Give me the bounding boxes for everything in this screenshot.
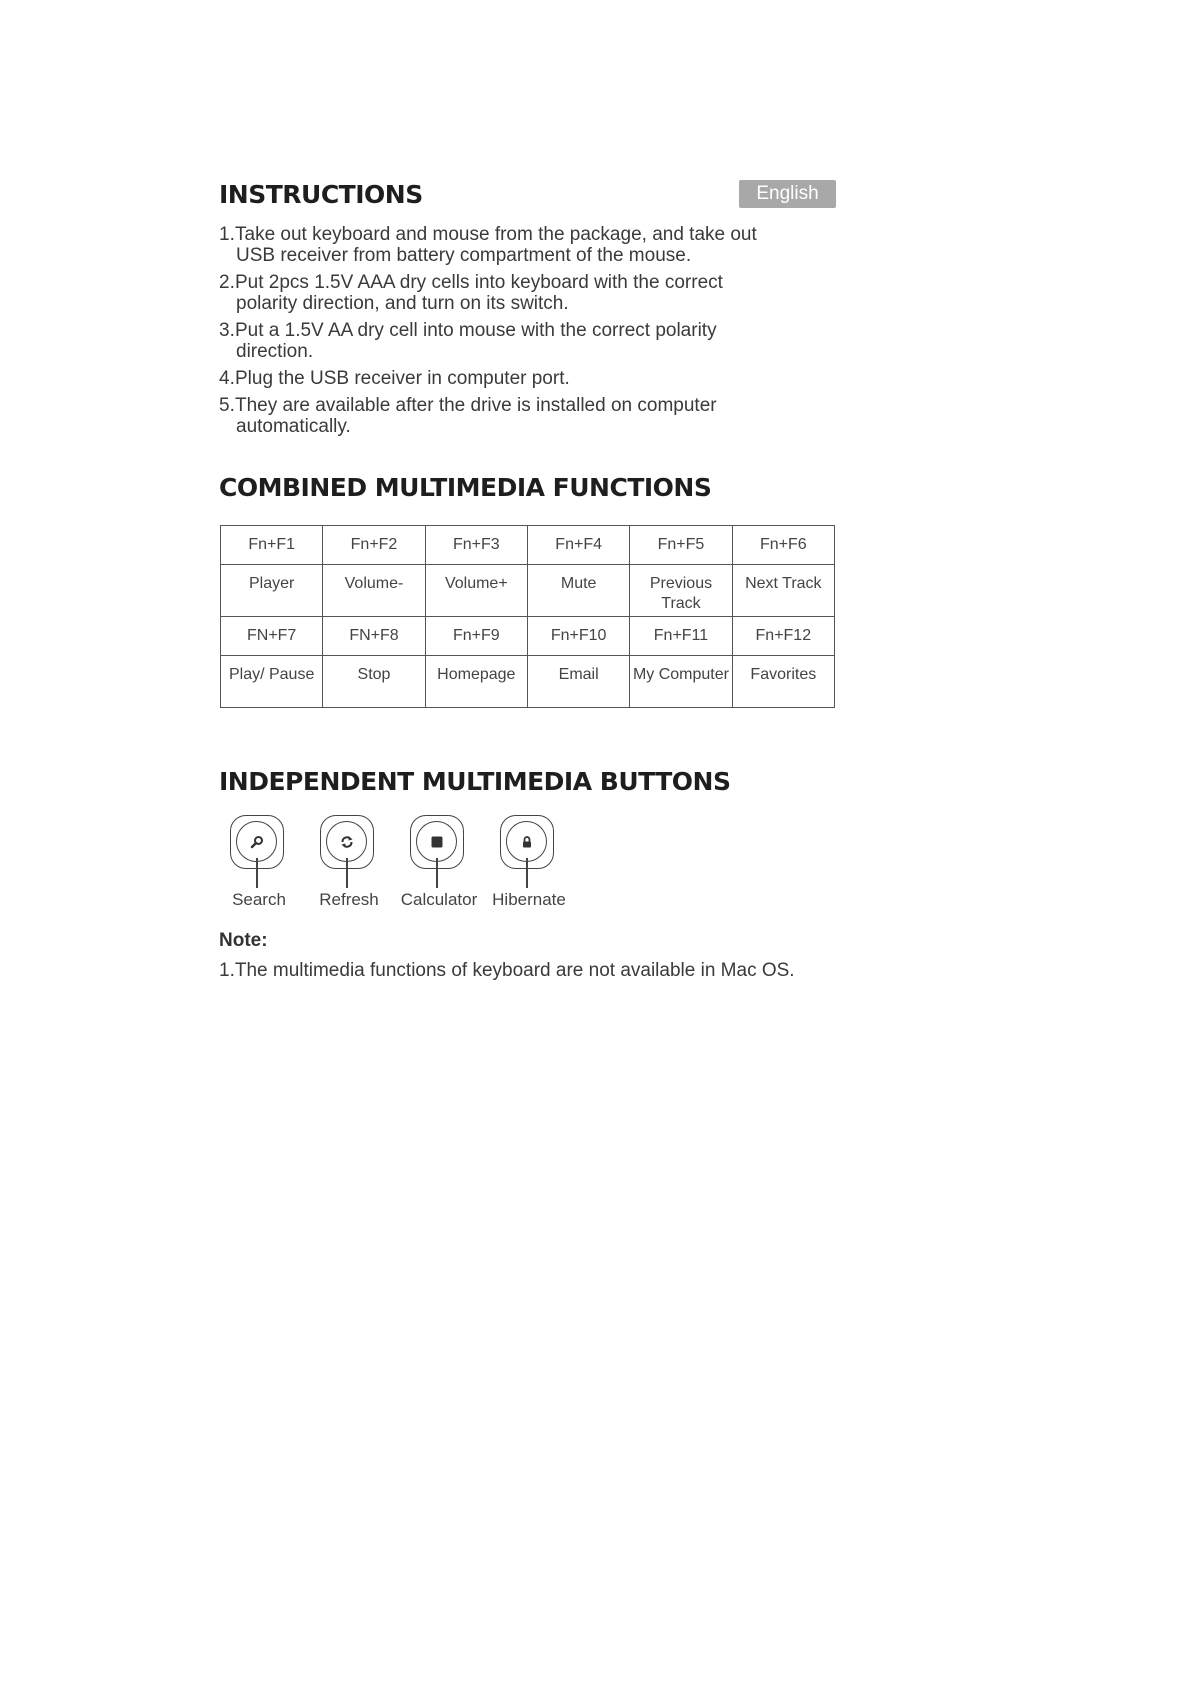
function-cell: Email — [527, 656, 629, 708]
table-row — [221, 617, 835, 656]
table-row — [221, 565, 835, 617]
button-label: Refresh — [319, 890, 379, 909]
independent-buttons-title: INDEPENDENT MULTIMEDIA BUTTONS — [219, 767, 731, 796]
function-cell: Next Track — [732, 565, 834, 617]
note-text: 1.The multimedia functions of keyboard are not available in Mac OS. — [219, 960, 795, 981]
button-label: Calculator — [400, 890, 478, 909]
key-cell: Fn+F3 — [425, 526, 527, 565]
key-cell: Fn+F11 — [630, 617, 732, 656]
function-cell: Favorites — [732, 656, 834, 708]
key-cell: FN+F8 — [323, 617, 425, 656]
key-cell: Fn+F1 — [221, 526, 323, 565]
function-cell: Stop — [323, 656, 425, 708]
function-key-table — [220, 525, 835, 708]
key-cell: Fn+F6 — [732, 526, 834, 565]
function-cell: Volume+ — [425, 565, 527, 617]
lock-icon — [519, 834, 535, 850]
function-cell: Play/ Pause — [221, 656, 323, 708]
key-cell: Fn+F2 — [323, 526, 425, 565]
multimedia-buttons — [215, 815, 575, 915]
button-label: Search — [232, 890, 286, 909]
key-cell: Fn+F12 — [732, 617, 834, 656]
key-cell: FN+F7 — [221, 617, 323, 656]
note-title: Note: — [219, 930, 268, 951]
key-cell: Fn+F5 — [630, 526, 732, 565]
table-row — [221, 526, 835, 565]
function-cell: My Computer — [630, 656, 732, 708]
key-cell: Fn+F9 — [425, 617, 527, 656]
instruction-item: 4.Plug the USB receiver in computer port. — [219, 368, 570, 389]
search-icon — [249, 834, 265, 850]
language-badge: English — [739, 180, 836, 208]
button-label: Hibernate — [492, 890, 566, 909]
refresh-icon — [339, 834, 355, 850]
function-cell: Previous Track — [630, 565, 732, 617]
function-cell: Player — [221, 565, 323, 617]
instructions-list — [219, 224, 859, 443]
calculator-icon — [429, 834, 445, 850]
instruction-item: 2.Put 2pcs 1.5V AAA dry cells into keyboard with the correct polarity direction, and turn on its switch. — [219, 272, 723, 314]
instruction-item: 1.Take out keyboard and mouse from the package, and take out USB receiver from battery compartment of the mouse. — [219, 224, 757, 266]
instruction-item: 5.They are available after the drive is installed on computer automatically. — [219, 395, 717, 437]
key-cell: Fn+F4 — [527, 526, 629, 565]
function-cell: Mute — [527, 565, 629, 617]
function-cell: Homepage — [425, 656, 527, 708]
table-row — [221, 656, 835, 708]
instruction-item: 3.Put a 1.5V AA dry cell into mouse with the correct polarity direction. — [219, 320, 717, 362]
key-cell: Fn+F10 — [527, 617, 629, 656]
combined-functions-title: COMBINED MULTIMEDIA FUNCTIONS — [219, 473, 712, 502]
instructions-title: INSTRUCTIONS — [219, 180, 423, 209]
function-cell: Volume- — [323, 565, 425, 617]
